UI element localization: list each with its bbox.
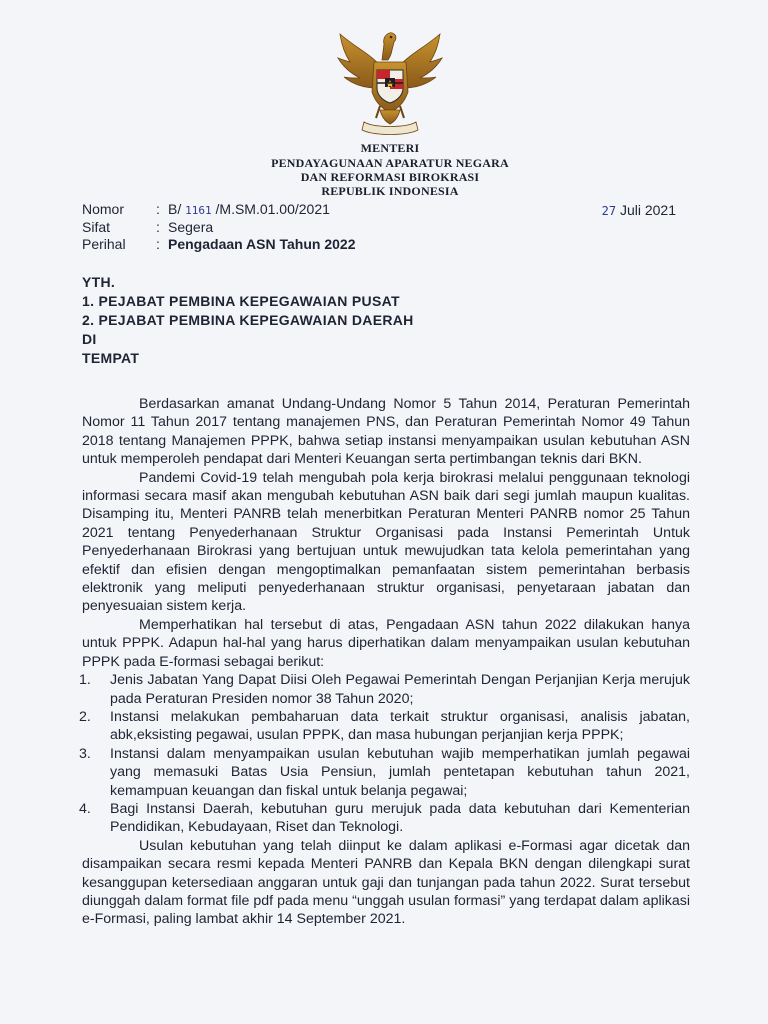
address-yth: YTH. [82, 274, 116, 290]
sifat-value: Segera [168, 219, 214, 235]
perihal-value: Pengadaan ASN Tahun 2022 [168, 236, 356, 252]
address-tempat: TEMPAT [82, 350, 140, 366]
letter-date [602, 201, 676, 220]
list-item [79, 745, 690, 800]
date-handwritten-day: 27 [601, 204, 617, 218]
list-item [79, 708, 690, 745]
paragraph-1 [82, 395, 690, 469]
list-item-number: 2. [79, 708, 91, 725]
sifat-colon: : [156, 219, 160, 235]
paragraph-1-text: Berdasarkan amanat Undang-Undang Nomor 5 Tahun 2014, Peraturan Pemerintah Nomor 11 Tahun 2017 tentang manajemen PNS, dan Peraturan Pemerintah Nomor 49 Tahun 2018 tentang Manajemen PPPK, bahwa setiap instansi menyampaikan usulan kebutuhan ASN untuk memperoleh pendapat dari Menteri Keuangan serta pertimbangan teknis dari BKN. [82, 396, 690, 468]
paragraph-3-text: Memperhatikan hal tersebut di atas, Pengadaan ASN tahun 2022 dilakukan hanya untuk PPPK. Adapun hal-hal yang harus diperhatikan dalam menyampaikan usulan kebutuhan PPPK pada E-formasi sebagai berikut: [82, 616, 690, 670]
address-di: DI [82, 331, 97, 347]
paragraph-3 [82, 616, 690, 671]
list-item-text: Instansi melakukan pembaharuan data terkait struktur organisasi, analisis jabatan, abk,eksisting pegawai, usulan PPPK, dan masa hubungan perjanjian kerja PPPK; [110, 708, 690, 744]
letterhead-line-2: PENDAYAGUNAAN APARATUR NEGARA [271, 156, 509, 170]
nomor-value [168, 200, 330, 220]
date-month-year: Juli 2021 [619, 202, 676, 218]
nomor-handwritten: 1161 [185, 204, 212, 217]
list-item-text: Bagi Instansi Daerah, kebutuhan guru merujuk pada data kebutuhan dari Kementerian Pendidikan, Kebudayaan, Riset dan Teknologi. [110, 800, 690, 836]
perihal-label: Perihal [82, 236, 126, 252]
address-line-1: 1. PEJABAT PEMBINA KEPEGAWAIAN PUSAT [82, 293, 400, 309]
paragraph-4 [82, 837, 690, 929]
list-item-text: Jenis Jabatan Yang Dapat Diisi Oleh Pegawai Pemerintah Dengan Perjanjian Kerja merujuk pada Peraturan Presiden nomor 38 Tahun 2020; [110, 672, 690, 707]
paragraph-4-text: Usulan kebutuhan yang telah diinput ke dalam aplikasi e-Formasi agar dicetak dan disampaikan secara resmi kepada Menteri PANRB dan Kepala BKN dengan dilengkapi surat kesanggupan ketersediaan anggaran untuk gaji dan tunjangan pada tahun 2022. Surat tersebut diunggah dalam format file pdf pada menu “unggah usulan formasi” yang terdapat dalam aplikasi e-Formasi, paling lambat akhir 14 September 2021. [82, 837, 690, 928]
letter-body [79, 395, 690, 929]
address-line-2: 2. PEJABAT PEMBINA KEPEGAWAIAN DAERAH [82, 312, 414, 328]
nomor-colon: : [156, 201, 160, 217]
letterhead-line-4: REPUBLIK INDONESIA [321, 184, 459, 198]
perihal-colon: : [156, 236, 160, 252]
sifat-label: Sifat [82, 219, 111, 235]
garuda-emblem-icon [334, 26, 446, 138]
list-item [79, 671, 690, 708]
paragraph-2-text: Pandemi Covid-19 telah mengubah pola kerja birokrasi melalui penggunaan teknologi informasi secara masif akan mengubah kebutuhan ASN baik dari segi jumlah maupun kualitas. Disamping itu, Menteri PANRB telah menerbitkan Peraturan Menteri PANRB nomor 25 Tahun 2021 tentang Penyederhanaan Struktur Organisasi pada Instansi Pemerintah Untuk Penyederhanaan Birokrasi yang bertujuan untuk mewujudkan tata kelola pemerintahan yang efektif dan efisien dengan mengoptimalkan pemanfaatan sistem pemerintahan berbasis elektronik yang meliputi penyederhanaan struktur organisasi, penyetaraan jabatan dan penyesuaian sistem kerja. [82, 469, 690, 615]
list-item-number: 4. [79, 800, 91, 817]
letterhead-line-1: MENTERI [360, 141, 420, 155]
list-item [79, 800, 690, 837]
nomor-label: Nomor [82, 201, 125, 217]
list-item-number: 3. [79, 745, 91, 762]
list-item-number: 1. [79, 672, 91, 689]
letterhead-line-3: DAN REFORMASI BIROKRASI [300, 170, 480, 184]
paragraph-2 [82, 469, 690, 616]
nomor-prefix: B/ [168, 201, 182, 217]
nomor-suffix: /M.SM.01.00/2021 [215, 201, 330, 217]
list-item-text: Instansi dalam menyampaikan usulan kebutuhan wajib memperhatikan jumlah pegawai yang memasuki Batas Usia Pensiun, jumlah pentetapan kebutuhan tahun 2021, kemampuan keuangan dan fiskal untuk belanja pegawai; [110, 745, 690, 799]
